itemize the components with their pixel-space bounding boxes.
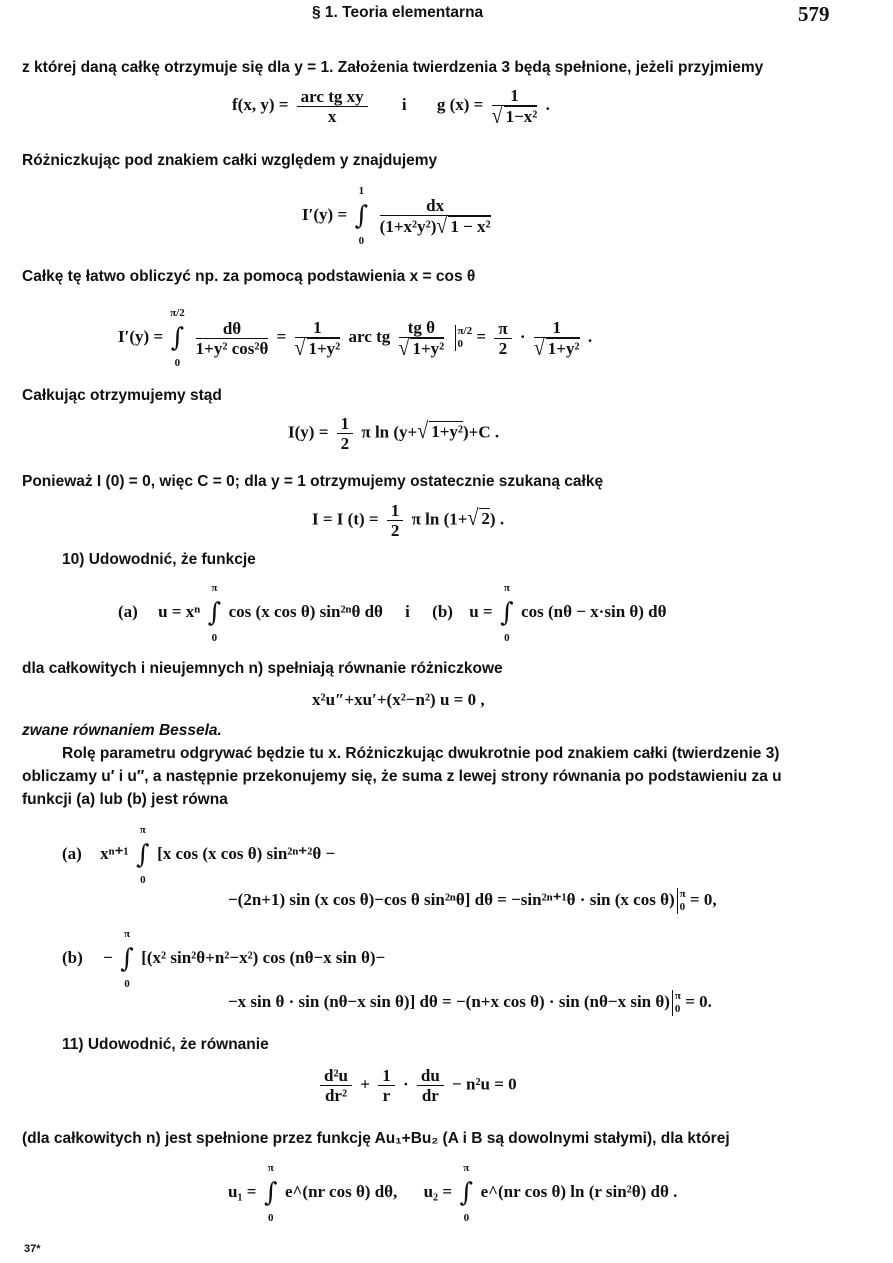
integral-sign: π ∫ 0 — [261, 1178, 281, 1208]
lower-limit: 0 — [463, 1212, 470, 1224]
tg-fraction: $\frac{\text{tg θ}}{\text{√ 1+y²}}$ — [398, 318, 445, 361]
iprime2-lhs: I′(y) = — [118, 326, 164, 346]
u2-lhs: u₂ = — [423, 1181, 453, 1201]
f-fraction — [297, 87, 368, 126]
b1-body: [(x² sin²θ+n²−x²) cos (nθ−x sin θ)− — [141, 947, 386, 967]
plus: + — [360, 1074, 370, 1094]
half-den: 2 — [390, 521, 400, 540]
f-denominator: x — [327, 106, 337, 126]
f-numerator: arc tg xy — [297, 87, 368, 107]
integral-sign: π ∫ 0 — [497, 598, 517, 628]
g-denominator: 1−x² — [505, 107, 538, 126]
label-a: (a) — [118, 601, 138, 621]
u1-lhs: u₁ = — [228, 1181, 257, 1201]
pi: π — [494, 319, 511, 339]
upper-limit: π — [503, 582, 510, 594]
upper-limit: π/2 — [170, 307, 185, 319]
paragraph-integers: dla całkowitych i nieujemnych n) spełniają równanie różniczkowe — [22, 660, 503, 677]
paragraph-integrating: Całkując otrzymujemy stąd — [22, 387, 222, 404]
b2-body: −x sin θ · sin (nθ−x sin θ)] dθ = −(n+x cos θ) · sin (nθ−x sin θ) — [228, 991, 670, 1011]
one: 1 — [378, 1066, 395, 1086]
pi-half — [494, 319, 511, 358]
formula-iprime-1 — [302, 185, 495, 247]
g-numerator: 1 — [492, 86, 538, 106]
bessel-name: zwane równaniem Bessela. — [22, 722, 222, 739]
eval-lower: 0 — [679, 901, 686, 913]
and-word: i — [401, 94, 407, 114]
equals: = — [276, 326, 287, 346]
paragraph-substitution: Całkę tę łatwo obliczyć np. za pomocą podstawienia x = cos θ — [22, 268, 476, 285]
du-dr — [417, 1066, 444, 1105]
final-fraction: $\frac{1}{\text{√ 1+y²}}$ — [533, 318, 580, 361]
ifinal-c: ) . — [489, 509, 505, 529]
integral-sign: π ∫ 0 — [456, 1178, 476, 1208]
integral-sign: π ∫ 0 — [117, 944, 137, 974]
arctg: arc tg — [348, 326, 391, 346]
sqrt-1y2: 1+y² — [431, 422, 463, 442]
ode-du: du — [417, 1066, 444, 1086]
evaluation-limits — [675, 990, 681, 1016]
iprime-den-b: 1 − x² — [450, 217, 491, 236]
ode-r: r — [382, 1086, 391, 1105]
ode-d2u: d²u — [320, 1066, 352, 1086]
half-num: 1 — [337, 414, 354, 434]
evaluation-limits — [680, 888, 686, 914]
period: . — [545, 94, 550, 114]
evaluation-bar — [677, 888, 678, 914]
i2-fraction — [196, 319, 269, 358]
lower-limit: 0 — [174, 357, 181, 369]
a1-body: [x cos (x cos θ) sin²ⁿ⁺²θ − — [157, 843, 336, 863]
upper-limit: π — [211, 582, 218, 594]
integral-sign: π ∫ 0 — [133, 840, 153, 870]
iy-rest-b: )+C . — [463, 422, 500, 442]
b-lhs: u = — [469, 601, 493, 621]
half — [337, 414, 354, 453]
dot: · — [402, 1074, 409, 1094]
paragraph-differentiate: Różniczkując pod znakiem całki względem y znajdujemy — [22, 152, 438, 169]
iprime-numerator: dx — [380, 196, 491, 216]
exercise-11: 11) Udowodnić, że równanie — [62, 1036, 269, 1053]
and-word: i — [405, 601, 410, 621]
one: 1 — [534, 318, 580, 338]
formula-iprime-2 — [118, 307, 593, 369]
evaluation-limits — [458, 325, 473, 351]
equals: = — [476, 326, 487, 346]
u2-body: e^(nr cos θ) ln (r sin²θ) dθ . — [480, 1181, 678, 1201]
period: . — [587, 326, 593, 346]
dot: · — [519, 326, 526, 346]
lower-limit: 0 — [211, 632, 218, 644]
lower-limit: 0 — [124, 978, 130, 990]
upper-limit: 1 — [358, 185, 365, 197]
one-over-r — [378, 1066, 395, 1105]
lower-limit: 0 — [358, 235, 365, 247]
formula-b-long-1 — [62, 928, 386, 990]
i2-numerator: dθ — [196, 319, 269, 339]
label-a: (a) — [62, 843, 82, 863]
paragraph-since: Ponieważ I (0) = 0, więc C = 0; dla y = 1 otrzymujemy ostatecznie szukaną całkę — [22, 473, 604, 490]
formula-f-g — [232, 86, 550, 129]
page-number: 579 — [798, 2, 830, 26]
ifinal-b: π ln (1+ — [411, 509, 468, 529]
lower-limit: 0 — [268, 1212, 274, 1224]
paragraph-role-2: obliczamy u′ i u″, a następnie przekonujemy się, że suma z lewej strony równania po podstawieniu za u — [22, 768, 782, 785]
formula-b-long-2 — [228, 990, 712, 1016]
formula-bessel: x²u″+xu′+(x²−n²) u = 0 , — [312, 690, 485, 709]
formula-a-b — [118, 582, 667, 644]
sq-fraction: $\frac{1}{\text{√ 1+y²}}$ — [294, 318, 341, 361]
iprime-fraction: $\frac{dx}{\text{(1+x²y²)√ 1 − x²}}$ — [379, 196, 491, 239]
integral-sign: 1 ∫ 0 — [351, 201, 371, 231]
g-fraction: $\frac{1}{\text{√ 1−x²}}$ — [491, 86, 538, 129]
ifinal-a: I = I (t) = — [312, 509, 379, 529]
lower-limit: 0 — [504, 632, 510, 644]
half-den: 2 — [340, 434, 350, 453]
iy-lhs: I(y) = — [288, 422, 329, 442]
upper-limit: π — [463, 1162, 470, 1174]
formula-i-final: I = I (t) = $\frac{1}{2}$ π ln (1+√ 2) . — [312, 501, 505, 540]
iy-rest-a: π ln (y+ — [361, 422, 418, 442]
signature-mark: 37* — [24, 1243, 41, 1255]
sqrt-1y2: 1+y² — [308, 339, 341, 358]
paragraph-role-3: funkcji (a) lub (b) jest równa — [22, 791, 228, 808]
b1-pre: − — [103, 947, 113, 967]
upper-limit: π — [139, 824, 146, 836]
u1-body: e^(nr cos θ) dθ, — [285, 1181, 398, 1201]
eval-lower: 0 — [457, 338, 464, 350]
evaluation-bar — [455, 325, 456, 351]
eval-upper: π — [674, 990, 681, 1002]
integral-sign: π ∫ 0 — [204, 598, 224, 628]
formula-iy: I(y) = $\frac{1}{2}$ π ln (y+√ 1+y²)+C . — [288, 414, 500, 453]
paragraph-solution: (dla całkowitych n) jest spełnione przez funkcję Au₁+Bu₂ (A i B są dowolnymi stałymi), dla której — [22, 1130, 730, 1147]
section-header: § 1. Teoria elementarna — [312, 4, 484, 21]
sqrt-2: 2 — [481, 509, 490, 529]
formula-a-long-1 — [62, 824, 336, 886]
a-lhs: u = xⁿ — [158, 601, 201, 621]
formula-a-long-2 — [228, 888, 717, 914]
sqrt-1y2: 1+y² — [547, 339, 580, 358]
a2-tail: = 0, — [689, 889, 717, 909]
integral-sign: π/2 ∫ 0 — [167, 323, 187, 353]
half-num: 1 — [387, 501, 404, 521]
f-lhs: f(x, y) = — [232, 94, 289, 114]
one: 1 — [295, 318, 341, 338]
ode-dr2: dr² — [324, 1086, 348, 1105]
a-integrand: cos (x cos θ) sin²ⁿθ dθ — [228, 601, 383, 621]
a2-body: −(2n+1) sin (x cos θ)−cos θ sin²ⁿθ] dθ = −sin²ⁿ⁺¹θ · sin (x cos θ) — [228, 889, 675, 909]
eval-upper: π — [679, 888, 686, 900]
ode-dr: dr — [421, 1086, 439, 1105]
eval-upper: π/2 — [457, 325, 473, 337]
lower-limit: 0 — [140, 874, 146, 886]
eval-lower: 0 — [674, 1003, 681, 1015]
paragraph-role-1: Rolę parametru odgrywać będzie tu x. Różniczkując dwukrotnie pod znakiem całki (twierdzenie 3) — [62, 745, 780, 762]
label-b: (b) — [432, 601, 453, 621]
b2-tail: = 0. — [685, 991, 712, 1011]
sqrt-1y2: 1+y² — [412, 339, 445, 358]
half — [387, 501, 404, 540]
d2u-dr2 — [320, 1066, 352, 1105]
b-integrand: cos (nθ − x·sin θ) dθ — [521, 601, 667, 621]
tg-theta: tg θ — [399, 318, 445, 338]
formula-u1-u2 — [228, 1162, 678, 1224]
label-b: (b) — [62, 947, 83, 967]
g-lhs: g (x) = — [436, 94, 484, 114]
exercise-10: 10) Udowodnić, że funkcje — [62, 551, 256, 568]
iprime-den-a: (1+x²y²) — [379, 217, 437, 236]
evaluation-bar — [672, 990, 673, 1016]
upper-limit: π — [123, 928, 130, 940]
upper-limit: π — [267, 1162, 274, 1174]
i2-denominator: 1+y² cos²θ — [195, 338, 269, 358]
a1-pre: xⁿ⁺¹ — [100, 843, 129, 863]
two: 2 — [498, 338, 508, 358]
paragraph-bessel-name — [22, 722, 222, 740]
paragraph-intro: z której daną całkę otrzymuje się dla y = 1. Założenia twierdzenia 3 będą spełnione, jeżeli przyjmiemy — [22, 59, 764, 76]
ode-tail: − n²u = 0 — [452, 1074, 517, 1094]
formula-ode — [316, 1066, 517, 1105]
iprime-lhs: I′(y) = — [302, 204, 348, 224]
